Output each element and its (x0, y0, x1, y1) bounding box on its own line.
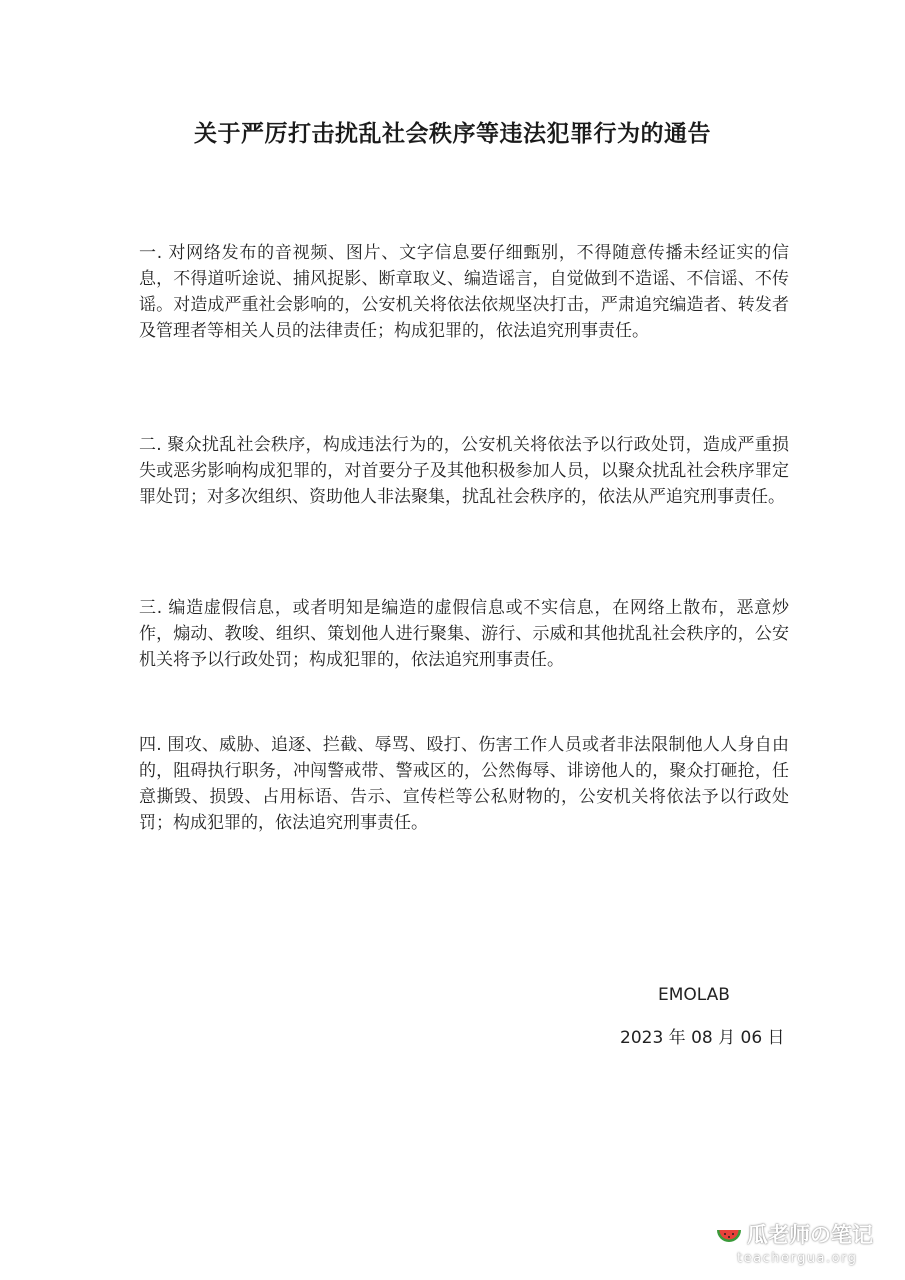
signature-date: 2023 年 08 月 06 日 (620, 1028, 785, 1048)
signature-org: EMOLAB (658, 985, 730, 1005)
paragraph-4: 四. 围攻、威胁、追逐、拦截、辱骂、殴打、伤害工作人员或者非法限制他人人身自由的，阻碍执行职务，冲闯警戒带、警戒区的，公然侮辱、诽谤他人的，聚众打砸抢，任意撕毁、损毁、占用标语、告示、宣传栏等公私财物的，公安机关将依法予以行政处罚；构成犯罪的，依法追究刑事责任。 (139, 735, 789, 833)
watermelon-icon (715, 1224, 743, 1248)
watermark-text: 瓜老师の笔记 (747, 1223, 873, 1247)
paragraph-2: 二. 聚众扰乱社会秩序，构成违法行为的，公安机关将依法予以行政处罚，造成严重损失或恶劣影响构成犯罪的，对首要分子及其他积极参加人员，以聚众扰乱社会秩序罪定罪处罚；对多次组织、资助他人非法聚集，扰乱社会秩序的，依法从严追究刑事责任。 (139, 435, 789, 507)
notice-title: 关于严厉打击扰乱社会秩序等违法犯罪行为的通告 (194, 121, 711, 147)
watermark (715, 1220, 885, 1274)
watermark-url: teachergua.org (737, 1251, 858, 1266)
paragraph-3: 三. 编造虚假信息，或者明知是编造的虚假信息或不实信息，在网络上散布，恶意炒作，煽动、教唆、组织、策划他人进行聚集、游行、示威和其他扰乱社会秩序的，公安机关将予以行政处罚；构成犯罪的，依法追究刑事责任。 (139, 598, 789, 670)
paragraph-1: 一. 对网络发布的音视频、图片、文字信息要仔细甄别，不得随意传播未经证实的信息，不得道听途说、捕风捉影、断章取义、编造谣言，自觉做到不造谣、不信谣、不传谣。对造成严重社会影响的，公安机关将依法依规坚决打击，严肃追究编造者、转发者及管理者等相关人员的法律责任；构成犯罪的，依法追究刑事责任。 (139, 243, 789, 341)
